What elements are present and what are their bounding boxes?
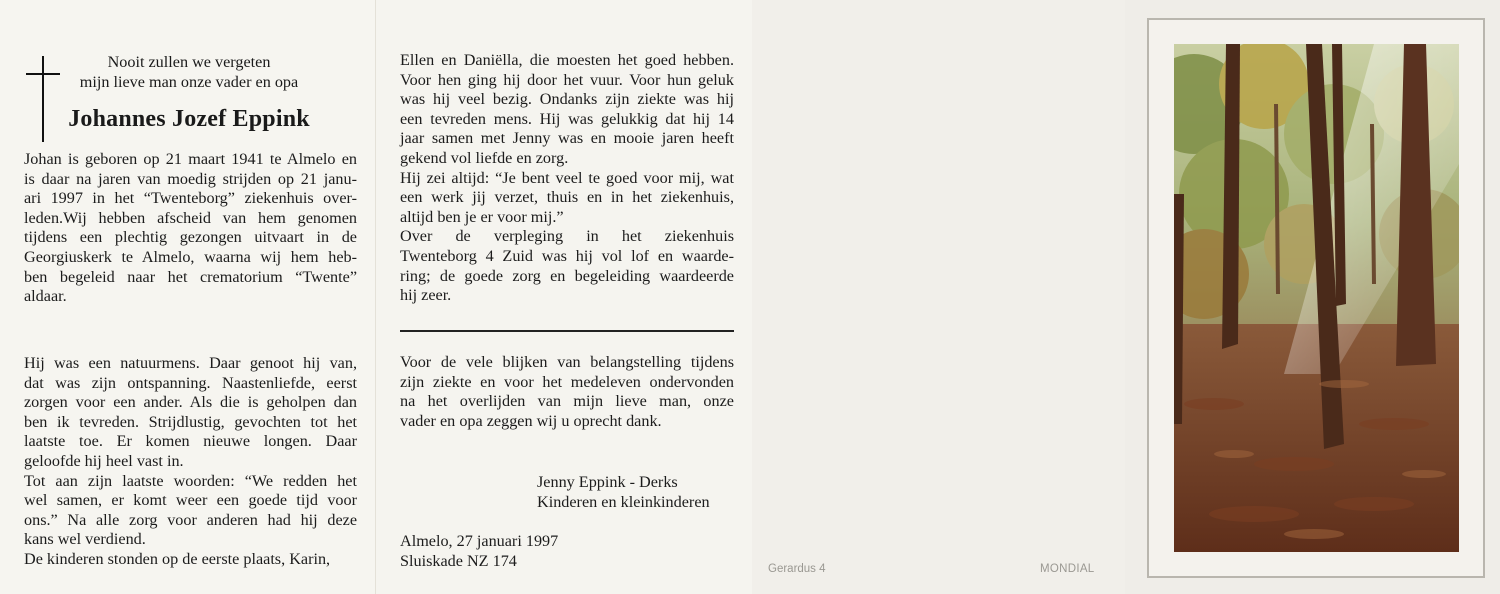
text-line: aldaar. (24, 287, 67, 306)
text-line: een tevreden mens. Hij was gelukkig dat hij 14 (400, 109, 734, 128)
text-line: Jenny Eppink - Derks (537, 473, 678, 491)
text-line: wel samen, er komt weer een goede tijd voor (24, 491, 357, 510)
cross-icon-bar (26, 73, 60, 75)
text-line: Hij zei altijd: “Je bent veel te goed voor mij, wat (400, 168, 734, 187)
forest-photo (1174, 44, 1459, 552)
text-line: dat was zijn ontspanning. Naastenliefde, eerst (24, 373, 357, 392)
text-line: kans wel verdiend. (24, 530, 146, 549)
text-line: tijdens een plechtig gezongen uitvaart in de (24, 228, 357, 247)
text-line: na het overlijden van mijn lieve man, onze (400, 392, 734, 411)
biography-paragraph (24, 150, 357, 307)
card-back-panel (752, 0, 1125, 594)
header-line-2: mijn lieve man onze vader en opa (79, 73, 299, 91)
text-line: geloofde hij heel vast in. (24, 451, 184, 470)
text-line: zorgen voor een ander. Als die is geholpen dan (24, 393, 357, 412)
text-line: vader en opa zeggen wij u oprecht dank. (400, 411, 662, 430)
text-line: een werk jij verzet, thuis en in het ziekenhuis, (400, 188, 734, 207)
text-line: hij zeer. (400, 286, 452, 305)
text-line: laatste toe. Er komen nieuwe longen. Daar (24, 432, 357, 451)
text-line: Johan is geboren op 21 maart 1941 te Almelo en (24, 150, 357, 168)
text-line: zijn ziekte en voor het medeleven ondervonden (400, 372, 734, 391)
divider-rule (400, 330, 734, 332)
text-line: Over de verpleging in het ziekenhuis (400, 227, 734, 246)
text-line: leden.Wij hebben afscheid van hem genomen (24, 208, 357, 227)
brand-mark-right: MONDIAL (1040, 563, 1095, 575)
text-line: ben ik tevreden. Strijdlustig, gevochten tot het (24, 412, 357, 431)
text-line: jaar samen met Jenny was en mooie jaren heeft (400, 129, 734, 148)
text-line: Hij was een natuurmens. Daar genoot hij van, (24, 354, 357, 372)
text-line: Sluiskade NZ 174 (400, 551, 517, 570)
text-line: ring; de goede zorg en begeleiding waardeerde (400, 266, 734, 285)
text-line: Almelo, 27 januari 1997 (400, 532, 559, 550)
text-line: gekend vol liefde en zorg. (400, 148, 569, 167)
text-line: Voor de vele blijken van belangstelling tijdens (400, 353, 734, 371)
cross-icon (42, 56, 44, 142)
text-line: ons.” Na alle zorg voor anderen had hij deze (24, 510, 357, 529)
place-date-block (400, 532, 700, 571)
text-line: Ellen en Daniëlla, die moesten het goed hebben. (400, 51, 734, 69)
text-line: Georgiuskerk te Almelo, waarna wij hem heb- (24, 247, 357, 266)
text-line: ben begeleid naar het crematorium “Twente” (24, 267, 357, 286)
character-paragraph (24, 354, 357, 570)
text-line: Tot aan zijn laatste woorden: “We redden het (24, 471, 357, 490)
brand-mark-left: Gerardus 4 (768, 563, 826, 575)
signature-block (537, 473, 737, 512)
text-line: is daar na jaren van moedig strijden op 21 janu- (24, 169, 357, 188)
text-line: Voor hen ging hij door het vuur. Voor hun geluk (400, 70, 734, 89)
text-line: ari 1997 in het “Twenteborg” ziekenhuis over- (24, 189, 357, 208)
deceased-name: Johannes Jozef Eppink (68, 106, 310, 132)
text-line: Kinderen en kleinkinderen (537, 492, 710, 511)
text-line: De kinderen stonden op de eerste plaats, Karin, (24, 549, 331, 568)
header-line-1: Nooit zullen we vergeten (107, 53, 271, 71)
text-line: altijd ben je er voor mij.” (400, 207, 564, 226)
text-line: was hij veel bezig. Ondanks zijn ziekte was hij (400, 90, 734, 109)
text-line: Twenteborg 4 Zuid was hij vol lof en waarde- (400, 246, 734, 265)
thanks-paragraph (400, 353, 734, 431)
family-paragraph (400, 51, 734, 306)
